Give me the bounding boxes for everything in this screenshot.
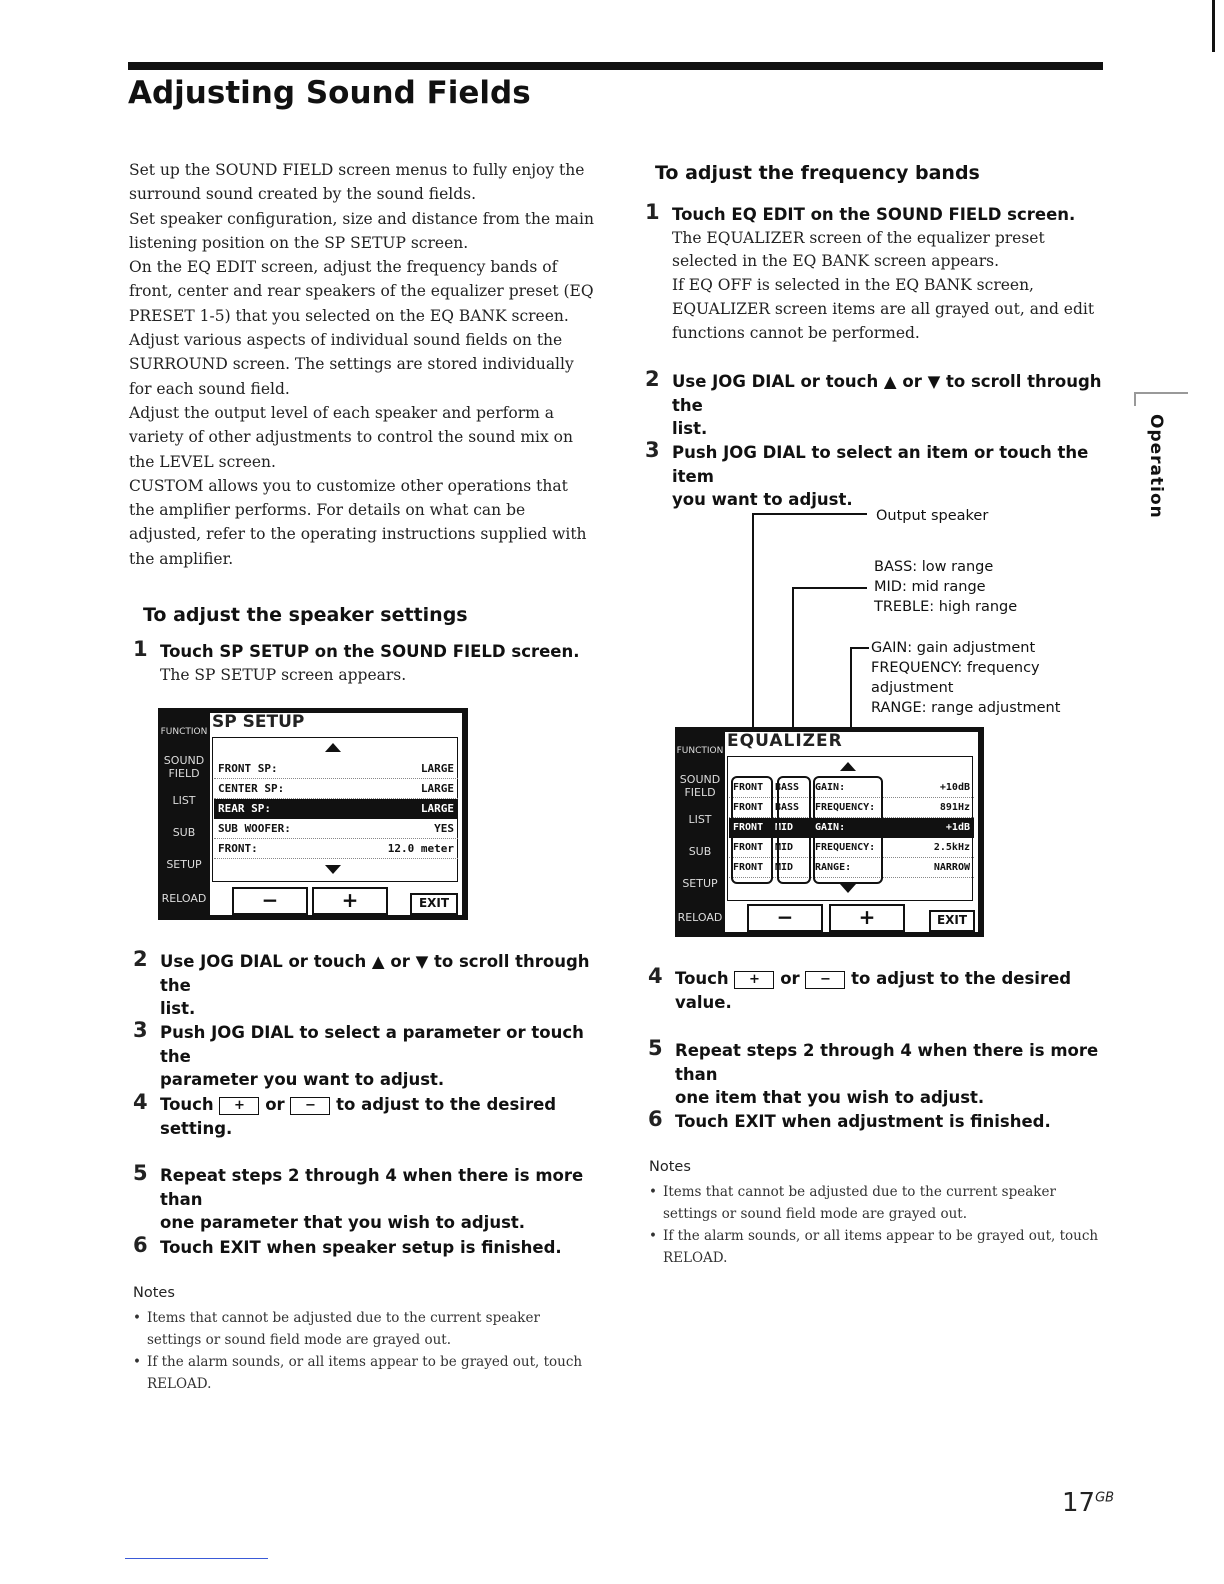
intro-line: the amplifier performs. For details on what can be — [129, 501, 526, 520]
menu-list[interactable]: LIST — [172, 794, 196, 807]
bottom-left-rule — [125, 1558, 268, 1559]
freq-notes — [649, 1159, 1109, 1269]
intro-line: listening position on the SP SETUP screen. — [129, 233, 469, 252]
page-number — [1062, 1488, 1114, 1518]
step-number: 5 — [648, 1036, 663, 1060]
step-text: Push JOG DIAL to select a parameter or touch the — [160, 1023, 584, 1066]
step-text: one parameter that you wish to adjust. — [160, 1213, 526, 1232]
item-band: BASS — [775, 802, 800, 813]
notes-title: Notes — [649, 1159, 691, 1175]
callout-gain: GAIN: gain adjustment — [871, 640, 1036, 656]
intro-line: for each sound field. — [129, 379, 290, 398]
menu-sub[interactable]: SUB — [688, 845, 712, 858]
step-text: you want to adjust. — [672, 490, 853, 509]
exit-button[interactable]: EXIT — [410, 893, 458, 915]
speaker-column-frame — [731, 776, 773, 884]
item-label: REAR SP: — [218, 802, 271, 815]
speaker-notes — [133, 1285, 598, 1395]
step-text-part: or — [265, 1095, 285, 1114]
item-band: MID — [775, 862, 794, 873]
page-title: Adjusting Sound Fields — [128, 75, 531, 111]
step-subtext: The EQUALIZER screen of the equalizer preset — [672, 228, 1045, 247]
freq-step-1 — [645, 200, 1115, 345]
step-text: Repeat steps 2 through 4 when there is more than — [675, 1041, 1099, 1084]
item-speaker: FRONT — [733, 782, 764, 793]
leader-line — [850, 647, 869, 649]
step-text: Touch EQ EDIT on the SOUND FIELD screen. — [672, 205, 1076, 224]
item-speaker: FRONT — [733, 802, 764, 813]
scroll-up-icon[interactable] — [840, 762, 856, 771]
freq-step-2 — [645, 367, 1115, 441]
side-tab-bracket — [1134, 392, 1136, 406]
intro-line: Set up the SOUND FIELD screen menus to fully enjoy the — [129, 161, 585, 179]
step-text: parameter you want to adjust. — [160, 1070, 445, 1089]
step-text-part: to adjust to the desired — [336, 1095, 557, 1114]
step-subtext: EQUALIZER screen items are all grayed out, and edit — [672, 299, 1095, 318]
step-text: list. — [160, 999, 196, 1018]
item-speaker: FRONT — [733, 842, 764, 853]
callout-mid: MID: mid range — [874, 579, 986, 595]
plus-key-icon: + — [734, 971, 774, 989]
scroll-down-icon[interactable] — [325, 865, 341, 874]
intro-line: Set speaker configuration, size and distance from the main — [129, 209, 594, 228]
step-text: one item that you wish to adjust. — [675, 1088, 985, 1107]
band-column-frame — [777, 776, 811, 884]
menu-reload[interactable]: RELOAD — [677, 911, 723, 924]
intro-line: the amplifier. — [129, 549, 234, 568]
step-subtext: selected in the EQ BANK screen appears. — [672, 252, 1000, 271]
callout-range: RANGE: range adjustment — [871, 700, 1061, 716]
item-speaker: FRONT — [733, 862, 764, 873]
step-number: 2 — [133, 947, 148, 971]
menu-list[interactable]: LIST — [688, 813, 712, 826]
step-text-part: Touch — [160, 1095, 214, 1114]
step-number: 6 — [133, 1233, 148, 1257]
note-item: • If the alarm sounds, or all items appear to be grayed out, touch RELOAD. — [133, 1351, 598, 1395]
note-item: • If the alarm sounds, or all items appear to be grayed out, touch RELOAD. — [649, 1225, 1109, 1269]
item-column-frame — [813, 776, 883, 884]
freq-step-6 — [648, 1107, 1118, 1134]
item-value: LARGE — [420, 802, 454, 815]
menu-sound-field-top[interactable]: SOUND FIELD — [163, 754, 205, 780]
step-number: 1 — [133, 637, 148, 661]
intro-line: On the EQ EDIT screen, adjust the frequency bands of — [129, 258, 558, 277]
list-item[interactable] — [214, 839, 458, 859]
speaker-step-5 — [133, 1161, 603, 1235]
step-text-part: Touch — [675, 969, 729, 988]
intro-line: surround sound created by the sound fields. — [129, 185, 477, 204]
item-value: LARGE — [420, 762, 454, 775]
speaker-step-1 — [133, 637, 603, 687]
menu-function[interactable]: FUNCTION — [676, 746, 724, 756]
step-text: Touch EXIT when adjustment is finished. — [675, 1112, 1051, 1131]
item-label: SUB WOOFER: — [218, 822, 291, 835]
exit-button[interactable]: EXIT — [929, 910, 975, 932]
step-text: Touch SP SETUP on the SOUND FIELD screen. — [160, 642, 580, 661]
menu-function[interactable]: FUNCTION — [160, 727, 208, 737]
item-label: GAIN: — [815, 782, 846, 793]
frequency-bands-heading: To adjust the frequency bands — [655, 162, 980, 184]
minus-button[interactable]: − — [232, 887, 308, 915]
step-text-part: or — [780, 969, 800, 988]
freq-step-4 — [648, 964, 1118, 1014]
top-rule — [128, 62, 1103, 70]
list-item-selected[interactable] — [214, 799, 458, 819]
step-text: Use JOG DIAL or touch ▲ or ▼ to scroll through the — [672, 372, 1102, 415]
intro-line: CUSTOM allows you to customize other operations that — [129, 476, 568, 495]
item-band: MID — [775, 822, 794, 833]
page-number-value: 17 — [1062, 1488, 1096, 1518]
sp-setup-screen — [158, 708, 468, 920]
item-label: FRONT: — [218, 842, 258, 855]
speaker-step-6 — [133, 1233, 603, 1260]
step-text: Use JOG DIAL or touch ▲ or ▼ to scroll through the — [160, 952, 590, 995]
item-value: 891Hz — [939, 802, 970, 813]
page-number-suffix: GB — [1095, 1490, 1115, 1506]
speaker-step-3 — [133, 1018, 603, 1092]
leader-line — [752, 513, 867, 515]
step-number: 4 — [133, 1090, 148, 1114]
step-text: Repeat steps 2 through 4 when there is more than — [160, 1166, 584, 1209]
intro-line: Adjust the output level of each speaker and perform a — [129, 403, 554, 422]
step-number: 6 — [648, 1107, 663, 1131]
step-text — [675, 967, 1118, 991]
item-label: FREQUENCY: — [815, 802, 876, 813]
note-item: • Items that cannot be adjusted due to the current speaker settings or sound field mode are grayed out. — [649, 1181, 1109, 1225]
list-item[interactable] — [214, 759, 458, 779]
menu-reload[interactable]: RELOAD — [161, 892, 207, 905]
step-text: list. — [672, 419, 708, 438]
step-text — [160, 1093, 603, 1117]
callout-frequency-cont: adjustment — [871, 680, 954, 696]
step-number: 4 — [648, 964, 663, 988]
scroll-up-icon[interactable] — [325, 743, 341, 752]
callout-frequency: FREQUENCY: frequency — [871, 660, 1040, 676]
item-value: +1dB — [945, 822, 970, 833]
menu-setup[interactable]: SETUP — [166, 858, 202, 871]
freq-step-3 — [645, 438, 1115, 512]
step-number: 1 — [645, 200, 660, 224]
scroll-down-icon[interactable] — [840, 884, 856, 893]
step-number: 2 — [645, 367, 660, 391]
step-text: Touch EXIT when speaker setup is finished. — [160, 1238, 562, 1257]
step-subtext: If EQ OFF is selected in the EQ BANK screen, — [672, 276, 1034, 295]
intro-line: adjusted, refer to the operating instructions supplied with — [129, 525, 587, 544]
item-value: YES — [434, 822, 454, 835]
speaker-step-4 — [133, 1090, 603, 1140]
step-subtext: The SP SETUP screen appears. — [160, 665, 407, 684]
right-edge-mark — [1212, 0, 1215, 52]
intro-line: SURROUND screen. The settings are stored individually — [129, 355, 574, 374]
step-text: value. — [675, 992, 732, 1012]
screen-title: SP SETUP — [212, 712, 305, 732]
menu-sound-field-top[interactable]: SOUND FIELD — [679, 773, 721, 799]
minus-key-icon: − — [805, 971, 845, 989]
menu-sub[interactable]: SUB — [172, 826, 196, 839]
step-number: 5 — [133, 1161, 148, 1185]
item-value: NARROW — [933, 862, 970, 873]
intro-line: PRESET 1-5) that you selected on the EQ BANK screen. — [129, 306, 569, 325]
item-band: MID — [775, 842, 794, 853]
step-number: 3 — [645, 438, 660, 462]
item-label: FRONT SP: — [218, 762, 278, 775]
screen-panel — [210, 713, 462, 915]
callout-bass: BASS: low range — [874, 559, 994, 575]
item-value: +10dB — [939, 782, 970, 793]
note-item: • Items that cannot be adjusted due to the current speaker settings or sound field mode are grayed out. — [133, 1307, 598, 1351]
menu-setup[interactable]: SETUP — [682, 877, 718, 890]
item-label: RANGE: — [815, 862, 852, 873]
item-speaker: FRONT — [733, 822, 764, 833]
item-value: 12.0 meter — [387, 842, 454, 855]
notes-title: Notes — [133, 1285, 175, 1301]
item-label: CENTER SP: — [218, 782, 285, 795]
intro-text — [129, 158, 599, 571]
item-band: BASS — [775, 782, 800, 793]
freq-step-5 — [648, 1036, 1118, 1110]
list-item[interactable] — [214, 819, 458, 839]
plus-button[interactable]: + — [829, 904, 905, 932]
intro-line: front, center and rear speakers of the equalizer preset (EQ — [129, 282, 594, 301]
intro-line: variety of other adjustments to control the sound mix on — [129, 428, 573, 447]
intro-line: Adjust various aspects of individual sound fields on the — [129, 331, 563, 350]
item-value: LARGE — [420, 782, 454, 795]
side-tab-bracket — [1134, 392, 1188, 394]
speaker-step-2 — [133, 947, 603, 1021]
item-value: 2.5kHz — [933, 842, 970, 853]
step-text: Push JOG DIAL to select an item or touch the item — [672, 443, 1089, 486]
screen-function-menu — [158, 708, 210, 920]
speaker-settings-heading: To adjust the speaker settings — [143, 604, 468, 626]
screen-panel — [725, 732, 978, 932]
callout-output-speaker: Output speaker — [876, 508, 989, 524]
minus-key-icon: − — [290, 1097, 330, 1115]
step-text-part: to adjust to the desired — [851, 969, 1072, 988]
step-number: 3 — [133, 1018, 148, 1042]
screen-function-menu — [675, 727, 725, 937]
screen-title: EQUALIZER — [727, 731, 843, 751]
minus-button[interactable]: − — [747, 904, 823, 932]
side-tab-label: Operation — [1146, 414, 1166, 519]
step-text: setting. — [160, 1118, 233, 1138]
equalizer-screen — [675, 727, 984, 937]
item-label: GAIN: — [815, 822, 846, 833]
plus-button[interactable]: + — [312, 887, 388, 915]
intro-line: the LEVEL screen. — [129, 452, 276, 471]
step-subtext: functions cannot be performed. — [672, 323, 920, 342]
leader-line — [792, 587, 867, 589]
item-label: FREQUENCY: — [815, 842, 876, 853]
plus-key-icon: + — [219, 1097, 259, 1115]
callout-treble: TREBLE: high range — [874, 599, 1018, 615]
list-item[interactable] — [214, 779, 458, 799]
